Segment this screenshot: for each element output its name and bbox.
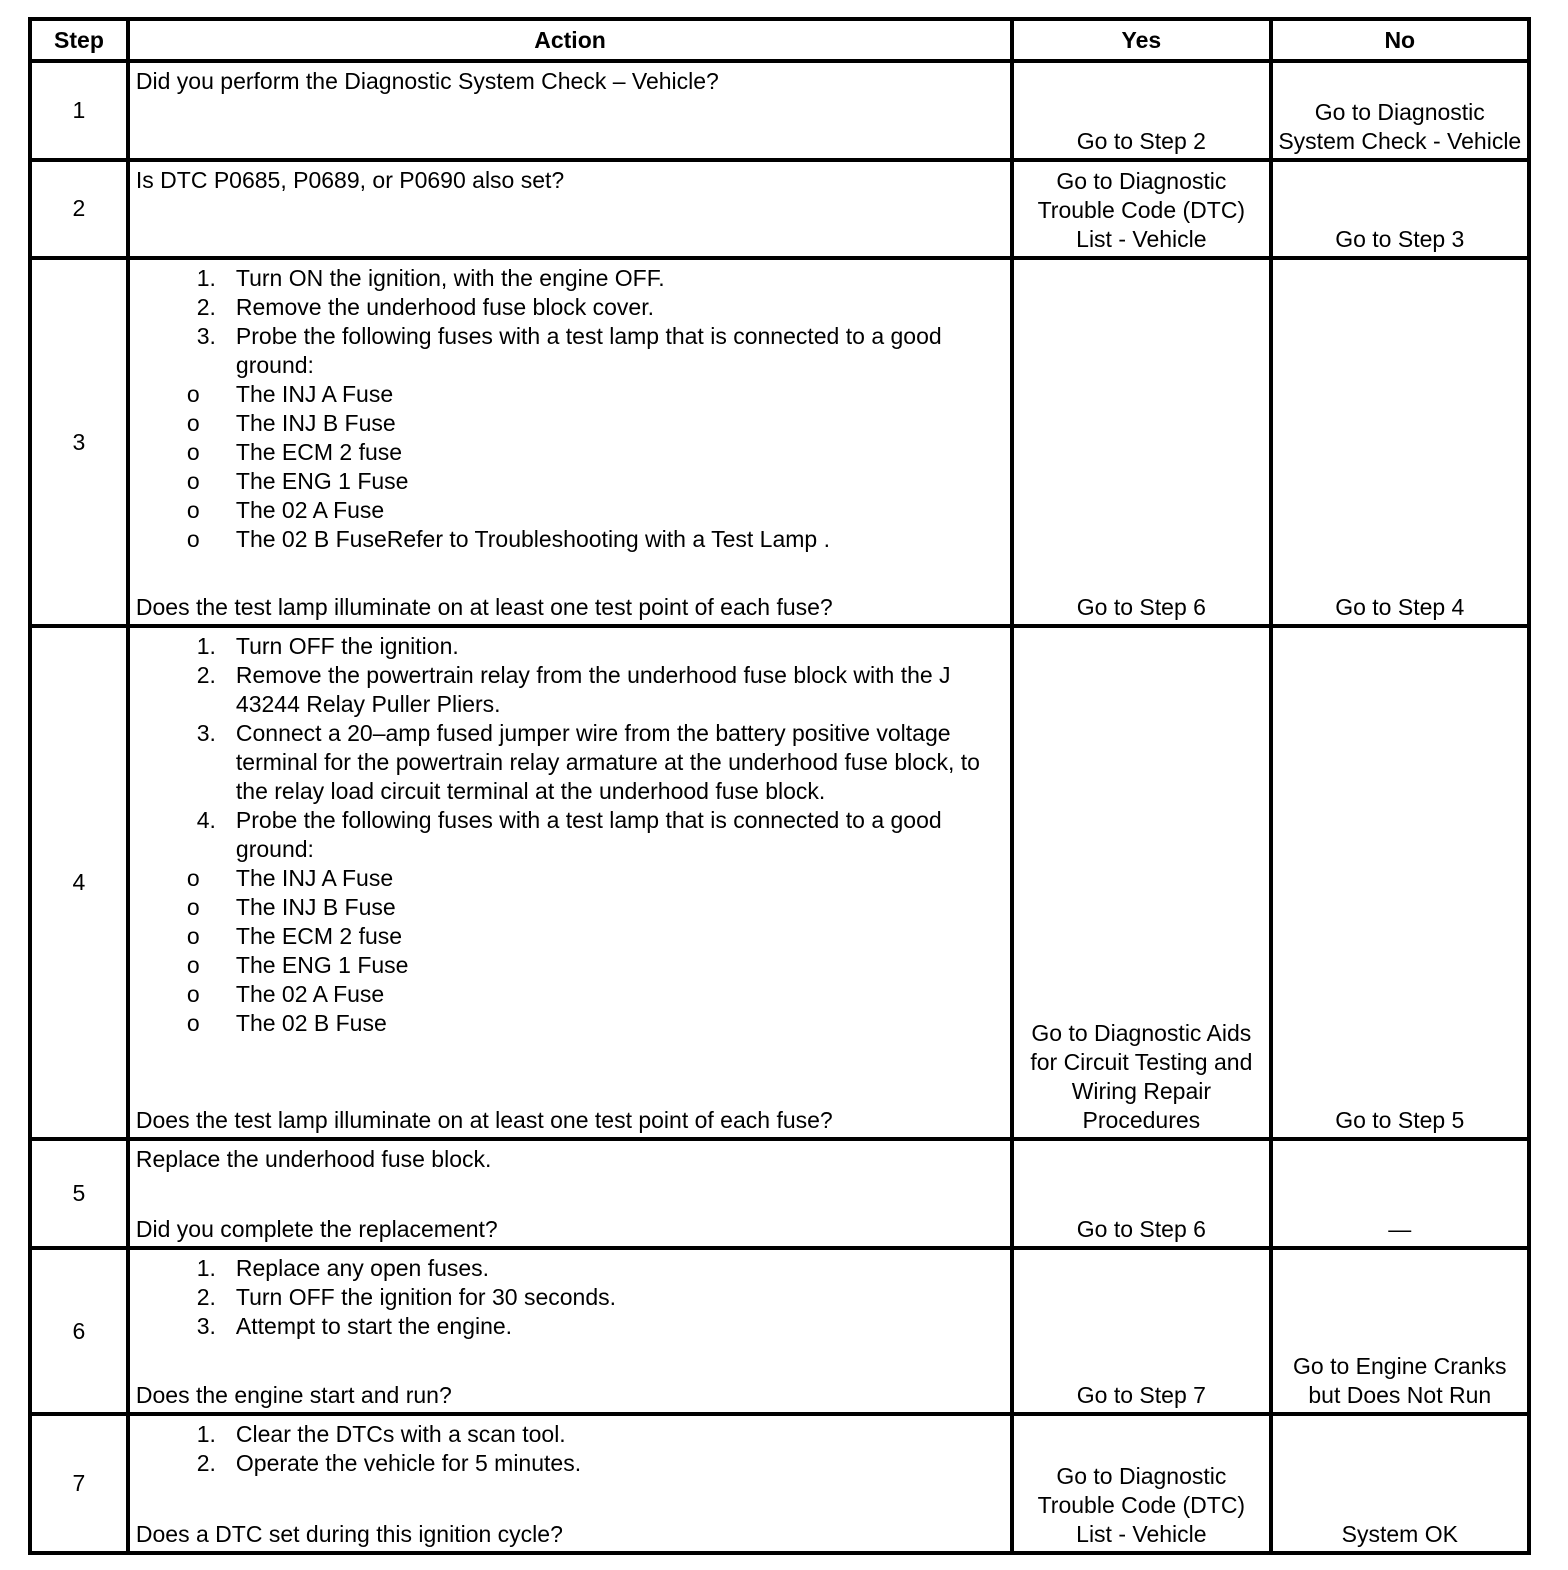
table-row-step-1 (30, 61, 1529, 159)
list-item: o The ECM 2 fuse (186, 923, 403, 950)
header-yes: Yes (1012, 19, 1270, 61)
no-cell: Go to Step 3 (1271, 160, 1529, 258)
question-text: Did you complete the replacement? (135, 1215, 498, 1242)
step-number: 5 (30, 1139, 128, 1247)
action-cell (128, 626, 1012, 1139)
list-item: 1. Turn OFF the ignition. (196, 633, 459, 660)
list-item: o The ENG 1 Fuse (186, 467, 409, 494)
action-cell (128, 160, 1012, 258)
list-item: o The INJ B Fuse (186, 409, 396, 436)
header-action: Action (128, 19, 1012, 61)
numbered-list (136, 1254, 1004, 1341)
header-row (30, 19, 1529, 61)
yes-cell: Go to Step 2 (1012, 61, 1270, 159)
action-cell (128, 258, 1012, 626)
question-text: Does the engine start and run? (135, 1382, 452, 1409)
numbered-list (136, 264, 1004, 380)
list-item: o The 02 A Fuse (186, 981, 385, 1008)
table-row-step-4 (30, 626, 1529, 1139)
table-row-step-6 (30, 1248, 1529, 1415)
no-cell: System OK (1271, 1414, 1529, 1553)
list-item: 2. Turn OFF the ignition for 30 seconds. (196, 1283, 617, 1310)
list-item: 1. Clear the DTCs with a scan tool. (196, 1421, 566, 1448)
action-text: Is DTC P0685, P0689, or P0690 also set? (135, 166, 565, 193)
list-item: o The INJ A Fuse (186, 865, 394, 892)
list-item: 1. Replace any open fuses. (196, 1254, 490, 1281)
list-item: 3. Attempt to start the engine. (196, 1312, 513, 1339)
no-cell: Go to Diagnostic System Check - Vehicle (1271, 61, 1529, 159)
header-no: No (1271, 19, 1529, 61)
table-row-step-7 (30, 1414, 1529, 1553)
no-cell: Go to Step 4 (1271, 258, 1529, 626)
action-text: Did you perform the Diagnostic System Check – Vehicle? (135, 68, 719, 95)
question-text: Does the test lamp illuminate on at least one test point of each fuse? (135, 1107, 833, 1134)
fuse-list (136, 380, 1004, 554)
step-number: 4 (30, 626, 128, 1139)
table-row-step-3 (30, 258, 1529, 626)
action-cell (128, 1248, 1012, 1415)
yes-cell: Go to Diagnostic Trouble Code (DTC) List - Vehicle (1012, 1414, 1270, 1553)
yes-cell: Go to Step 6 (1012, 258, 1270, 626)
action-cell (128, 61, 1012, 159)
yes-cell: Go to Step 7 (1012, 1248, 1270, 1415)
diagnostic-table (28, 17, 1531, 1555)
step-number: 2 (30, 160, 128, 258)
list-item: o The 02 B FuseRefer to Troubleshooting with a Test Lamp . (186, 525, 830, 552)
action-cell (128, 1139, 1012, 1247)
question-text: Does a DTC set during this ignition cycle? (135, 1521, 563, 1547)
table-row-step-5 (30, 1139, 1529, 1247)
list-item: o The INJ B Fuse (186, 894, 396, 921)
numbered-list (136, 632, 1004, 864)
step-number: 6 (30, 1248, 128, 1415)
list-item: 4. Probe the following fuses with a test lamp that is connected to a good ground: (196, 807, 942, 863)
step-number: 1 (30, 61, 128, 159)
list-item: 2. Remove the underhood fuse block cover. (196, 293, 654, 320)
fuse-list (136, 864, 1004, 1038)
table-row-step-2 (30, 160, 1529, 258)
numbered-list (136, 1420, 1004, 1478)
action-text: Replace the underhood fuse block. (135, 1146, 492, 1173)
no-cell: — (1271, 1139, 1529, 1247)
step-number: 3 (30, 258, 128, 626)
action-cell (128, 1414, 1012, 1553)
list-item: 1. Turn ON the ignition, with the engine OFF. (196, 264, 665, 291)
header-step: Step (30, 19, 128, 61)
yes-cell: Go to Step 6 (1012, 1139, 1270, 1247)
list-item: 2. Operate the vehicle for 5 minutes. (196, 1450, 582, 1477)
list-item: o The INJ A Fuse (186, 380, 394, 407)
list-item: 3. Connect a 20–amp fused jumper wire from the battery positive voltage terminal for the powertrain relay armature at the underhood fuse block, to the relay load circuit terminal at the underhood fuse block. (196, 720, 980, 805)
list-item: o The ENG 1 Fuse (186, 952, 409, 979)
no-cell: Go to Engine Cranks but Does Not Run (1271, 1248, 1529, 1415)
step-number: 7 (30, 1414, 128, 1553)
list-item: o The ECM 2 fuse (186, 438, 403, 465)
yes-cell: Go to Diagnostic Trouble Code (DTC) List - Vehicle (1012, 160, 1270, 258)
list-item: o The 02 B Fuse (186, 1010, 387, 1037)
no-cell: Go to Step 5 (1271, 626, 1529, 1139)
list-item: 3. Probe the following fuses with a test lamp that is connected to a good ground: (196, 322, 942, 378)
yes-cell: Go to Diagnostic Aids for Circuit Testing and Wiring Repair Procedures (1012, 626, 1270, 1139)
question-text: Does the test lamp illuminate on at least one test point of each fuse? (135, 594, 833, 621)
list-item: o The 02 A Fuse (186, 496, 385, 523)
list-item: 2. Remove the powertrain relay from the underhood fuse block with the J 43244 Relay Puller Pliers. (196, 662, 951, 718)
